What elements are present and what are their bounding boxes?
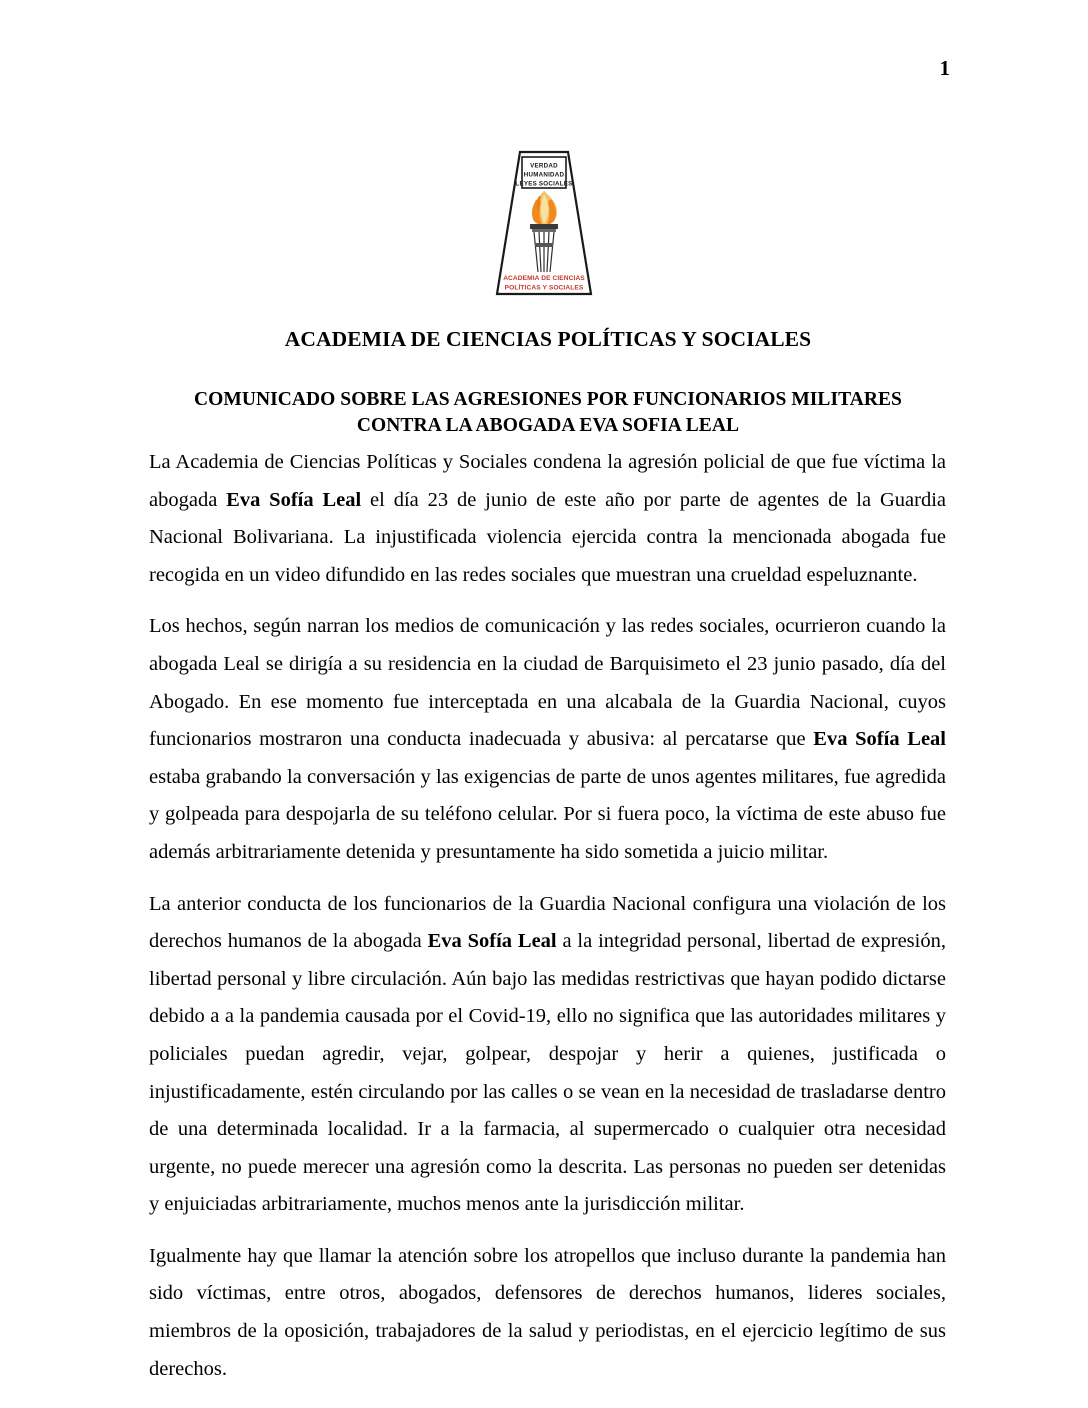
logo-container [0, 148, 1088, 298]
academy-emblem-logo [492, 148, 596, 298]
paragraph-4-text-part-1: Igualmente hay que llamar la atención sobre los atropellos que incluso durante la pandemia han sido víctimas, entre otros, abogados, defensores de derechos humanos, lideres sociales, miembros de la oposición, trabajadores de la salud y periodistas, en el ejercicio legítimo de sus derechos. [149, 1244, 946, 1380]
page-subtitle [150, 387, 946, 438]
page-number: 1 [939, 56, 950, 80]
svg-text:POLÍTICAS Y SOCIALES: POLÍTICAS Y SOCIALES [504, 284, 584, 292]
subtitle-line-1: COMUNICADO SOBRE LAS AGRESIONES POR FUNCIONARIOS MILITARES [194, 388, 902, 410]
subtitle-line-2: CONTRA LA ABOGADA EVA SOFIA LEAL [356, 414, 740, 436]
svg-text:LEYES SOCIALES: LEYES SOCIALES [515, 180, 573, 188]
paragraph-1-text-part-2: el día 23 de junio de este año por parte de agentes de la Guardia Nacional Bolivariana. La injustificada violencia ejercida contra la mencionada abogada fue recogida en un video difundido en las redes sociales que muestran una crueldad espeluznante. [149, 488, 946, 586]
paragraph-1 [149, 444, 946, 594]
paragraph-3-text-part-1: La anterior conducta de los funcionarios de la Guardia Nacional configura una violación de los derechos humanos de la abogada [149, 892, 946, 953]
paragraph-2-text-part-2: estaba grabando la conversación y las exigencias de parte de unos agentes militares, fue agredida y golpeada para despojarla de su teléfono celular. Por si fuera poco, la víctima de este abuso fue además arbitrariamente detenida y presuntamente ha sido sometida a juicio militar. [149, 765, 946, 863]
document-body [149, 444, 946, 1388]
page-title: ACADEMIA DE CIENCIAS POLÍTICAS Y SOCIALES [284, 327, 812, 351]
paragraph-3 [149, 886, 946, 1224]
svg-text:VERDAD: VERDAD [530, 162, 558, 170]
paragraph-3-emphasis-name: Eva Sofía Leal [427, 930, 557, 953]
paragraph-3-text-part-2: a la integridad personal, libertad de expresión, libertad personal y libre circulación. Aún bajo las medidas restrictivas que hayan podido dictarse debido a a la pandemia causada por el Covid-19, ello no significa que las autoridades militares y policiales puedan agredir, vejar, golpear, despojar y herir a quienes, justificada o injustificadamente, estén circulando por las calles o se vean en la necesidad de trasladarse dentro de una determinada localidad. Ir a la farmacia, al supermercado o cualquier otra necesidad urgente, no puede merecer una agresión como la descrita. Las personas no pueden ser detenidas y enjuiciadas arbitrariamente, muchos menos ante la jurisdicción militar. [149, 930, 946, 1216]
paragraph-1-emphasis-name: Eva Sofía Leal [226, 488, 362, 511]
heading-block [150, 326, 946, 438]
paragraph-2 [149, 608, 946, 871]
paragraph-2-text-part-1: Los hechos, según narran los medios de comunicación y las redes sociales, ocurrieron cuando la abogada Leal se dirigía a su residencia en la ciudad de Barquisimeto el 23 junio pasado, día del Abogado. En ese momento fue interceptada en una alcabala de la Guardia Nacional, cuyos funcionarios mostraron una conducta inadecuada y abusiva: al percatarse que [149, 615, 946, 751]
paragraph-2-emphasis-name: Eva Sofía Leal [813, 728, 946, 751]
paragraph-1-text-part-1: La Academia de Ciencias Políticas y Sociales condena la agresión policial de que fue víctima la abogada [149, 451, 946, 511]
svg-text:ACADEMIA DE CIENCIAS: ACADEMIA DE CIENCIAS [503, 275, 585, 282]
paragraph-4 [149, 1238, 946, 1388]
svg-text:HUMANIDAD: HUMANIDAD [523, 171, 565, 179]
